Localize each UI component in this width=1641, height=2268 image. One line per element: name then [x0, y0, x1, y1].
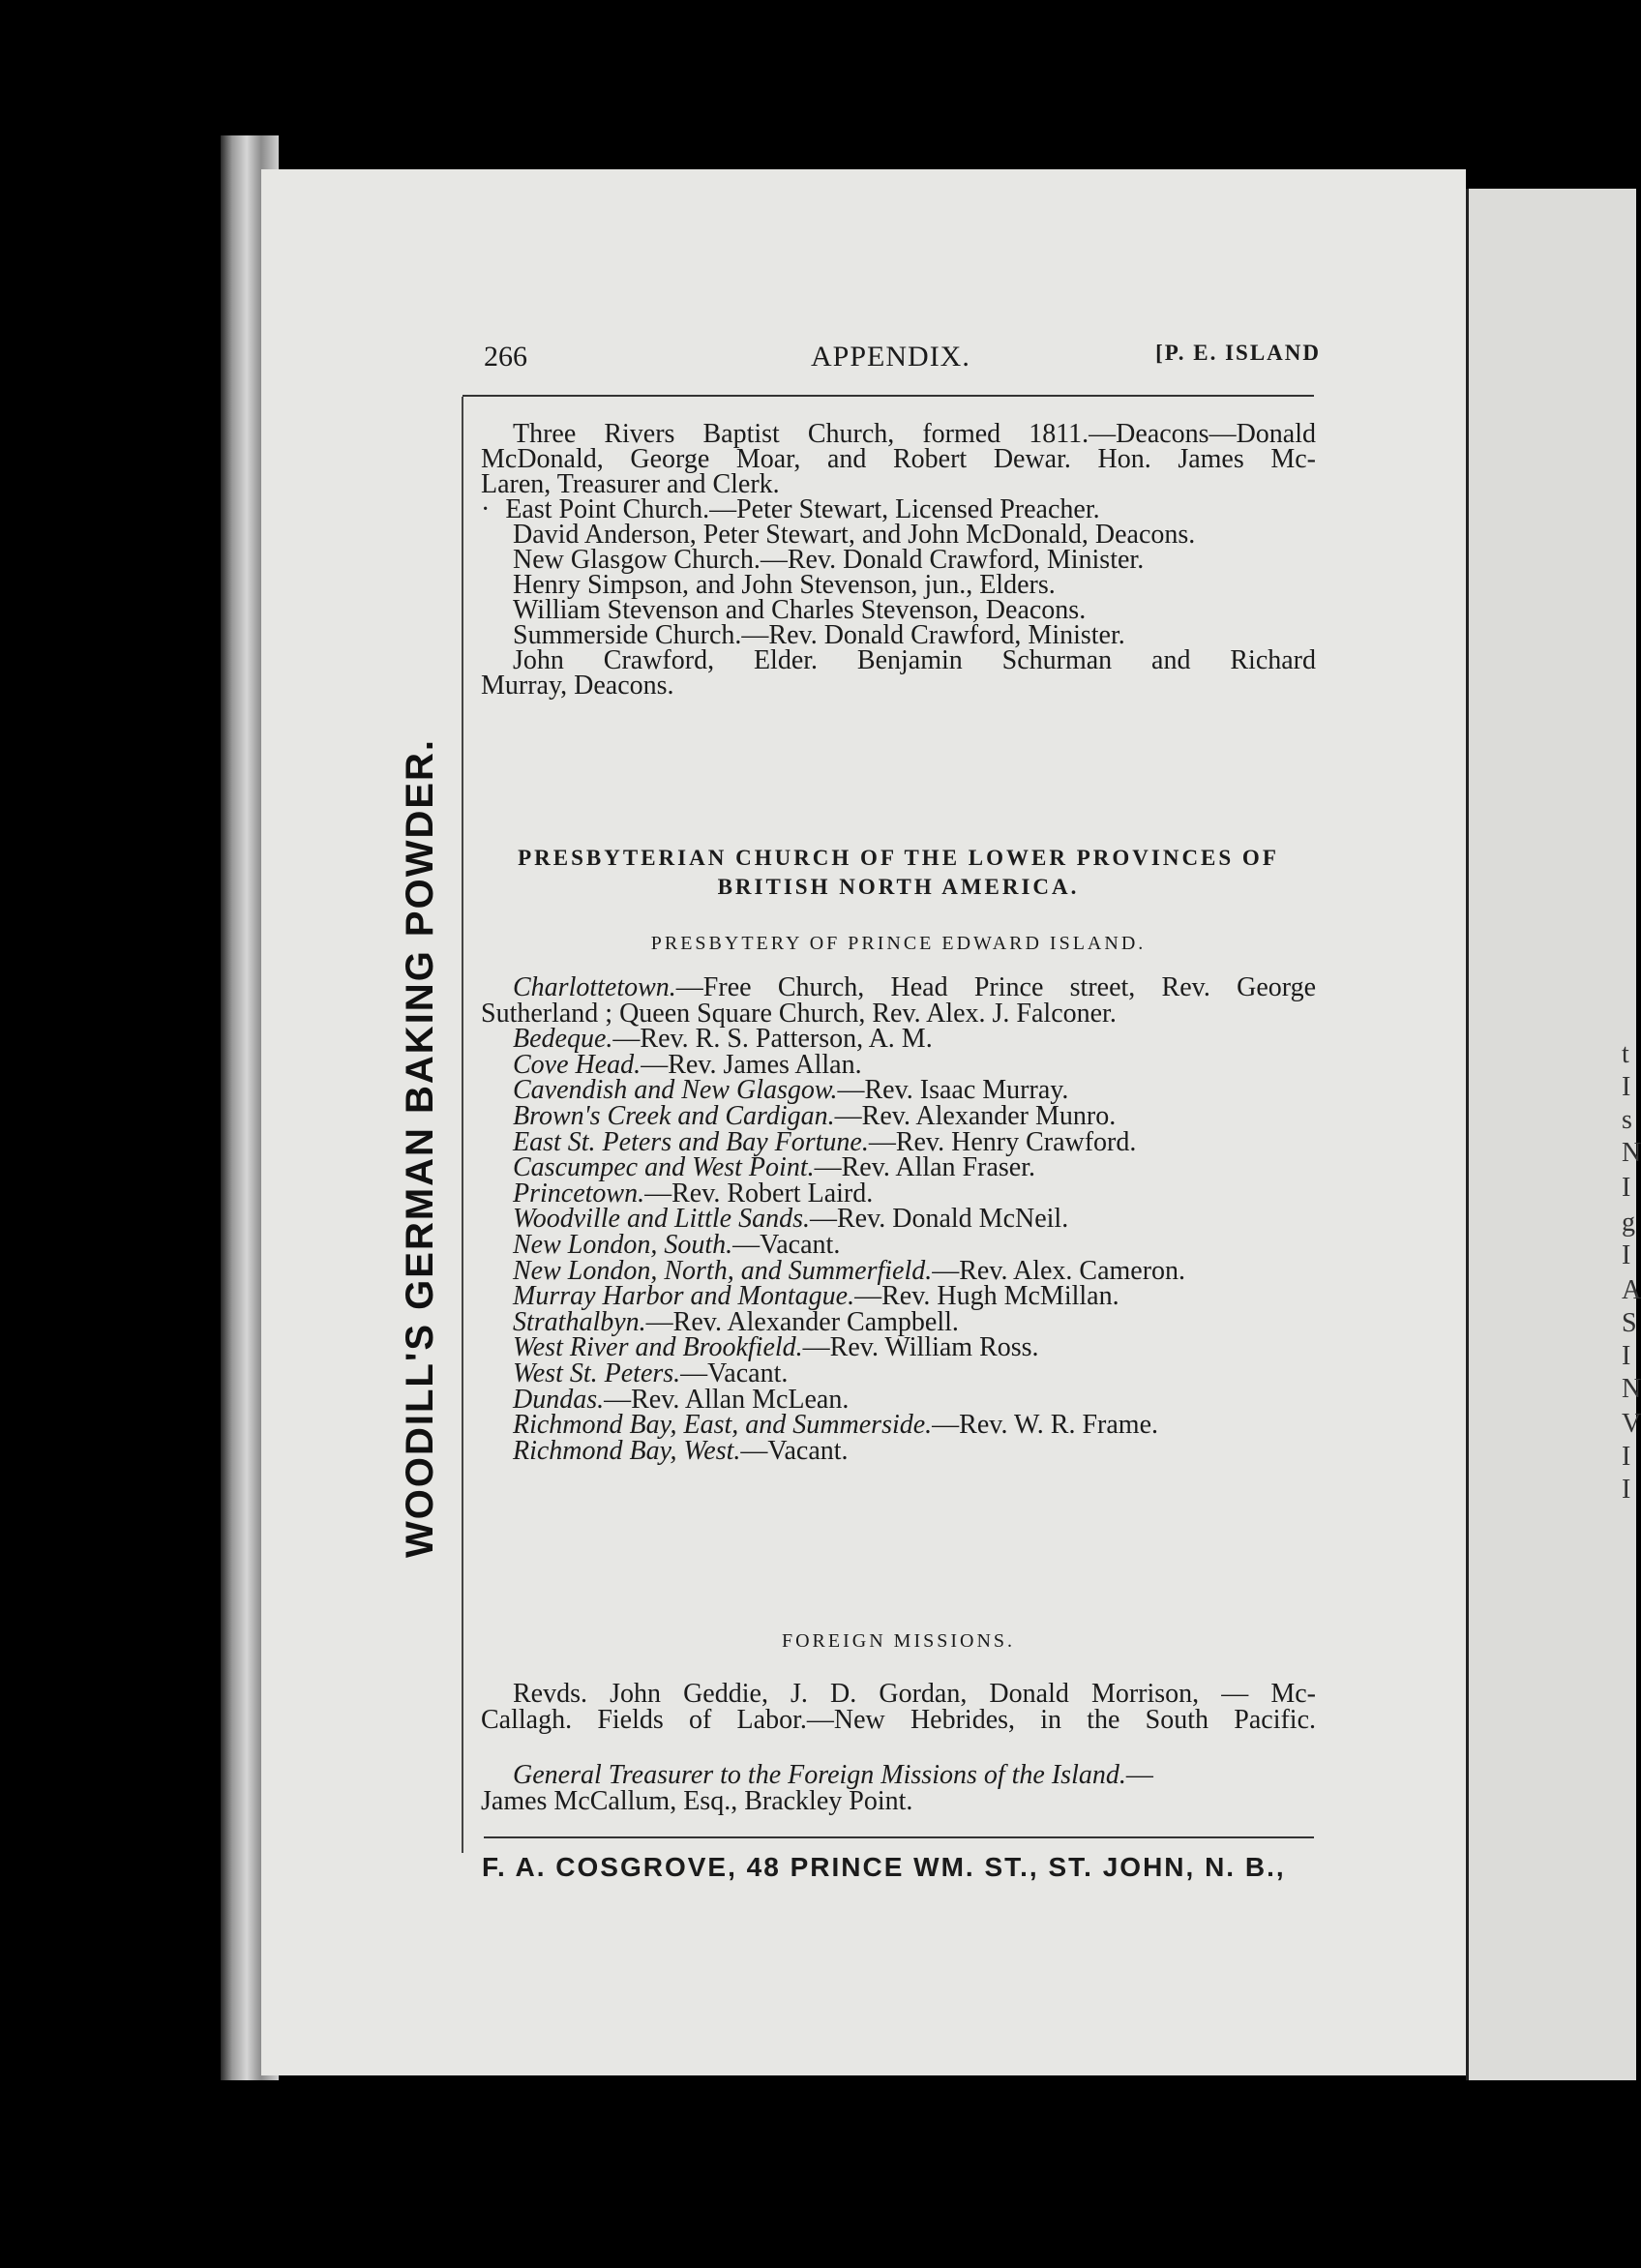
charge-place: Richmond Bay, East, and Summerside.: [513, 1410, 933, 1441]
charge-place: Brown's Creek and Cardigan.: [513, 1100, 835, 1131]
charge-place: Murray Harbor and Montague.: [513, 1281, 855, 1312]
text-line: Henry Simpson, and John Stevenson, jun., Elders.: [513, 570, 1056, 600]
text-line: Summerside Church.—Rev. Donald Crawford, Minister.: [513, 620, 1125, 650]
treasurer-title-line: [481, 1760, 1316, 1790]
charge-line: [481, 1100, 1316, 1131]
charge-minister: —Vacant.: [740, 1435, 849, 1466]
text-line-content: East Point Church.—Peter Stewart, Licensed Preacher.: [505, 494, 1100, 524]
section-tag: [P. E. ISLAND: [1155, 341, 1321, 365]
charge-place: Cove Head.: [513, 1049, 641, 1080]
charge-minister: —Rev. R. S. Patterson, A. M.: [612, 1024, 933, 1055]
text-line: McDonald, George Moar, and Robert Dewar. Hon. James Mc-: [481, 444, 1316, 474]
charge-place: Dundas.: [513, 1384, 605, 1415]
facing-page-fragment: g: [1622, 1208, 1635, 1238]
foreign-missions-heading: FOREIGN MISSIONS.: [781, 1630, 1016, 1652]
charge-place: Cavendish and New Glasgow.: [513, 1075, 838, 1106]
facing-page-fragment: t: [1622, 1039, 1629, 1069]
charge-line: [481, 1075, 1316, 1106]
charge-line: [481, 1281, 1316, 1312]
text-line: William Stevenson and Charles Stevenson, Deacons.: [513, 595, 1087, 625]
facing-page-fragment: I: [1622, 1072, 1631, 1102]
charge-minister: —Rev. W. R. Frame.: [932, 1410, 1159, 1441]
header-rule: [462, 395, 1314, 397]
text-line: Callagh. Fields of Labor.—New Hebrides, in the South Pacific.: [481, 1704, 1316, 1735]
charge-line: [481, 1204, 1316, 1235]
charge-line: [481, 1178, 1316, 1209]
charge-place: Woodville and Little Sands.: [513, 1204, 810, 1235]
running-head: APPENDIX.: [811, 341, 970, 373]
charge-place: New London, North, and Summerfield.: [513, 1255, 933, 1286]
charge-line: [481, 1306, 1316, 1337]
charge-line: [481, 1435, 1316, 1466]
text-line: Laren, Treasurer and Clerk.: [481, 469, 780, 499]
charge-minister: —Rev. Donald McNeil.: [809, 1204, 1069, 1235]
facing-page-fragment: A: [1622, 1275, 1641, 1305]
text-line: · East Point Church.—Peter Stewart, Licensed Preacher.: [481, 494, 1100, 524]
facing-page-fragment: I: [1622, 1173, 1631, 1203]
treasurer-name: James McCallum, Esq., Brackley Point.: [481, 1785, 913, 1816]
charge-minister: —Rev. Robert Laird.: [644, 1178, 874, 1209]
facing-page-fragment: I: [1622, 1442, 1631, 1472]
footer-rule: [484, 1836, 1314, 1838]
charge-minister: —Vacant.: [680, 1358, 789, 1388]
charge-line: [481, 1255, 1316, 1286]
facing-page-fragment: I: [1622, 1475, 1631, 1505]
charge-line: [481, 972, 1316, 1002]
page-header: [484, 341, 1321, 389]
charge-place: East St. Peters and Bay Fortune.: [513, 1126, 869, 1157]
text-line: Murray, Deacons.: [481, 671, 674, 701]
text-line: Revds. John Geddie, J. D. Gordan, Donald Morrison, — Mc-: [513, 1679, 1316, 1709]
facing-page-fragment: S: [1622, 1308, 1637, 1338]
church-heading-line-2: BRITISH NORTH AMERICA.: [717, 875, 1080, 899]
charge-minister: —Free Church, Head Prince street, Rev. George: [675, 972, 1316, 1002]
facing-page-fragment: N: [1622, 1138, 1641, 1168]
footer-advertisement: F. A. COSGROVE, 48 PRINCE WM. ST., ST. JOHN, N. B.,: [482, 1852, 1286, 1882]
charge-place: Princetown.: [513, 1178, 645, 1209]
charge-line: [481, 1410, 1316, 1441]
charge-place: Cascumpec and West Point.: [513, 1152, 815, 1183]
facing-page: [1466, 189, 1636, 2080]
charge-minister: —Rev. Hugh McMillan.: [854, 1281, 1119, 1312]
text-line: New Glasgow Church.—Rev. Donald Crawford, Minister.: [513, 545, 1145, 575]
charge-minister: —Rev. Isaac Murray.: [837, 1075, 1069, 1106]
charge-place: New London, South.: [513, 1229, 733, 1260]
charge-place: Bedeque.: [513, 1024, 613, 1055]
charge-minister: —Rev. Allan Fraser.: [814, 1152, 1035, 1183]
charge-line: [481, 1358, 1316, 1388]
charge-minister: —Rev. Henry Crawford.: [868, 1126, 1137, 1157]
charge-minister: —Rev. Alexander Munro.: [834, 1100, 1117, 1131]
charge-line: [481, 1384, 1316, 1415]
charge-line: [481, 1049, 1316, 1080]
margin-rule: [462, 397, 463, 1853]
charge-minister: —Rev. James Allan.: [641, 1049, 862, 1080]
text-line: David Anderson, Peter Stewart, and John McDonald, Deacons.: [513, 520, 1196, 550]
charge-line: [481, 1126, 1316, 1157]
facing-page-fragment: V: [1622, 1409, 1641, 1439]
charge-place: West St. Peters.: [513, 1358, 681, 1388]
charge-place: Richmond Bay, West.: [513, 1435, 741, 1466]
facing-page-fragment: s: [1622, 1105, 1632, 1135]
treasurer-block: [481, 1760, 1316, 1816]
charge-minister: —Rev. Alexander Campbell.: [645, 1306, 959, 1337]
charge-place: West River and Brookfield.: [513, 1332, 803, 1363]
page-number: 266: [484, 341, 527, 373]
foreign-missions-block: [481, 1679, 1316, 1735]
charge-minister: —Vacant.: [732, 1229, 841, 1260]
charge-minister: —Rev. Allan McLean.: [604, 1384, 850, 1415]
charge-line: [481, 1332, 1316, 1363]
treasurer-dash: —: [1125, 1760, 1153, 1790]
charge-line: [481, 1024, 1316, 1055]
side-advertisement: WOODILL'S GERMAN BAKING POWDER.: [399, 737, 441, 1558]
charge-minister: Sutherland ; Queen Square Church, Rev. Alex. J. Falconer.: [481, 998, 1117, 1029]
text-line: John Crawford, Elder. Benjamin Schurman and Richard: [513, 645, 1316, 675]
charge-minister: —Rev. William Ross.: [802, 1332, 1039, 1363]
facing-page-fragment: I: [1622, 1240, 1631, 1270]
text-line: Three Rivers Baptist Church, formed 1811.—Deacons—Donald: [513, 419, 1316, 449]
charge-line: [481, 1152, 1316, 1183]
charges-list: [481, 972, 1316, 1466]
facing-page-fragment: I: [1622, 1341, 1631, 1371]
charge-place: Strathalbyn.: [513, 1306, 646, 1337]
charge-place: Charlottetown.: [513, 972, 676, 1002]
church-heading-line-1: PRESBYTERIAN CHURCH OF THE LOWER PROVINCES OF: [518, 846, 1279, 870]
charge-line: [481, 1229, 1316, 1260]
charge-line: [481, 998, 1316, 1029]
treasurer-title: General Treasurer to the Foreign Missions of the Island.: [513, 1760, 1126, 1790]
top-block: [481, 419, 1316, 701]
charge-minister: —Rev. Alex. Cameron.: [932, 1255, 1186, 1286]
presbytery-heading: PRESBYTERY OF PRINCE EDWARD ISLAND.: [650, 933, 1147, 954]
facing-page-fragment: N: [1622, 1374, 1641, 1404]
